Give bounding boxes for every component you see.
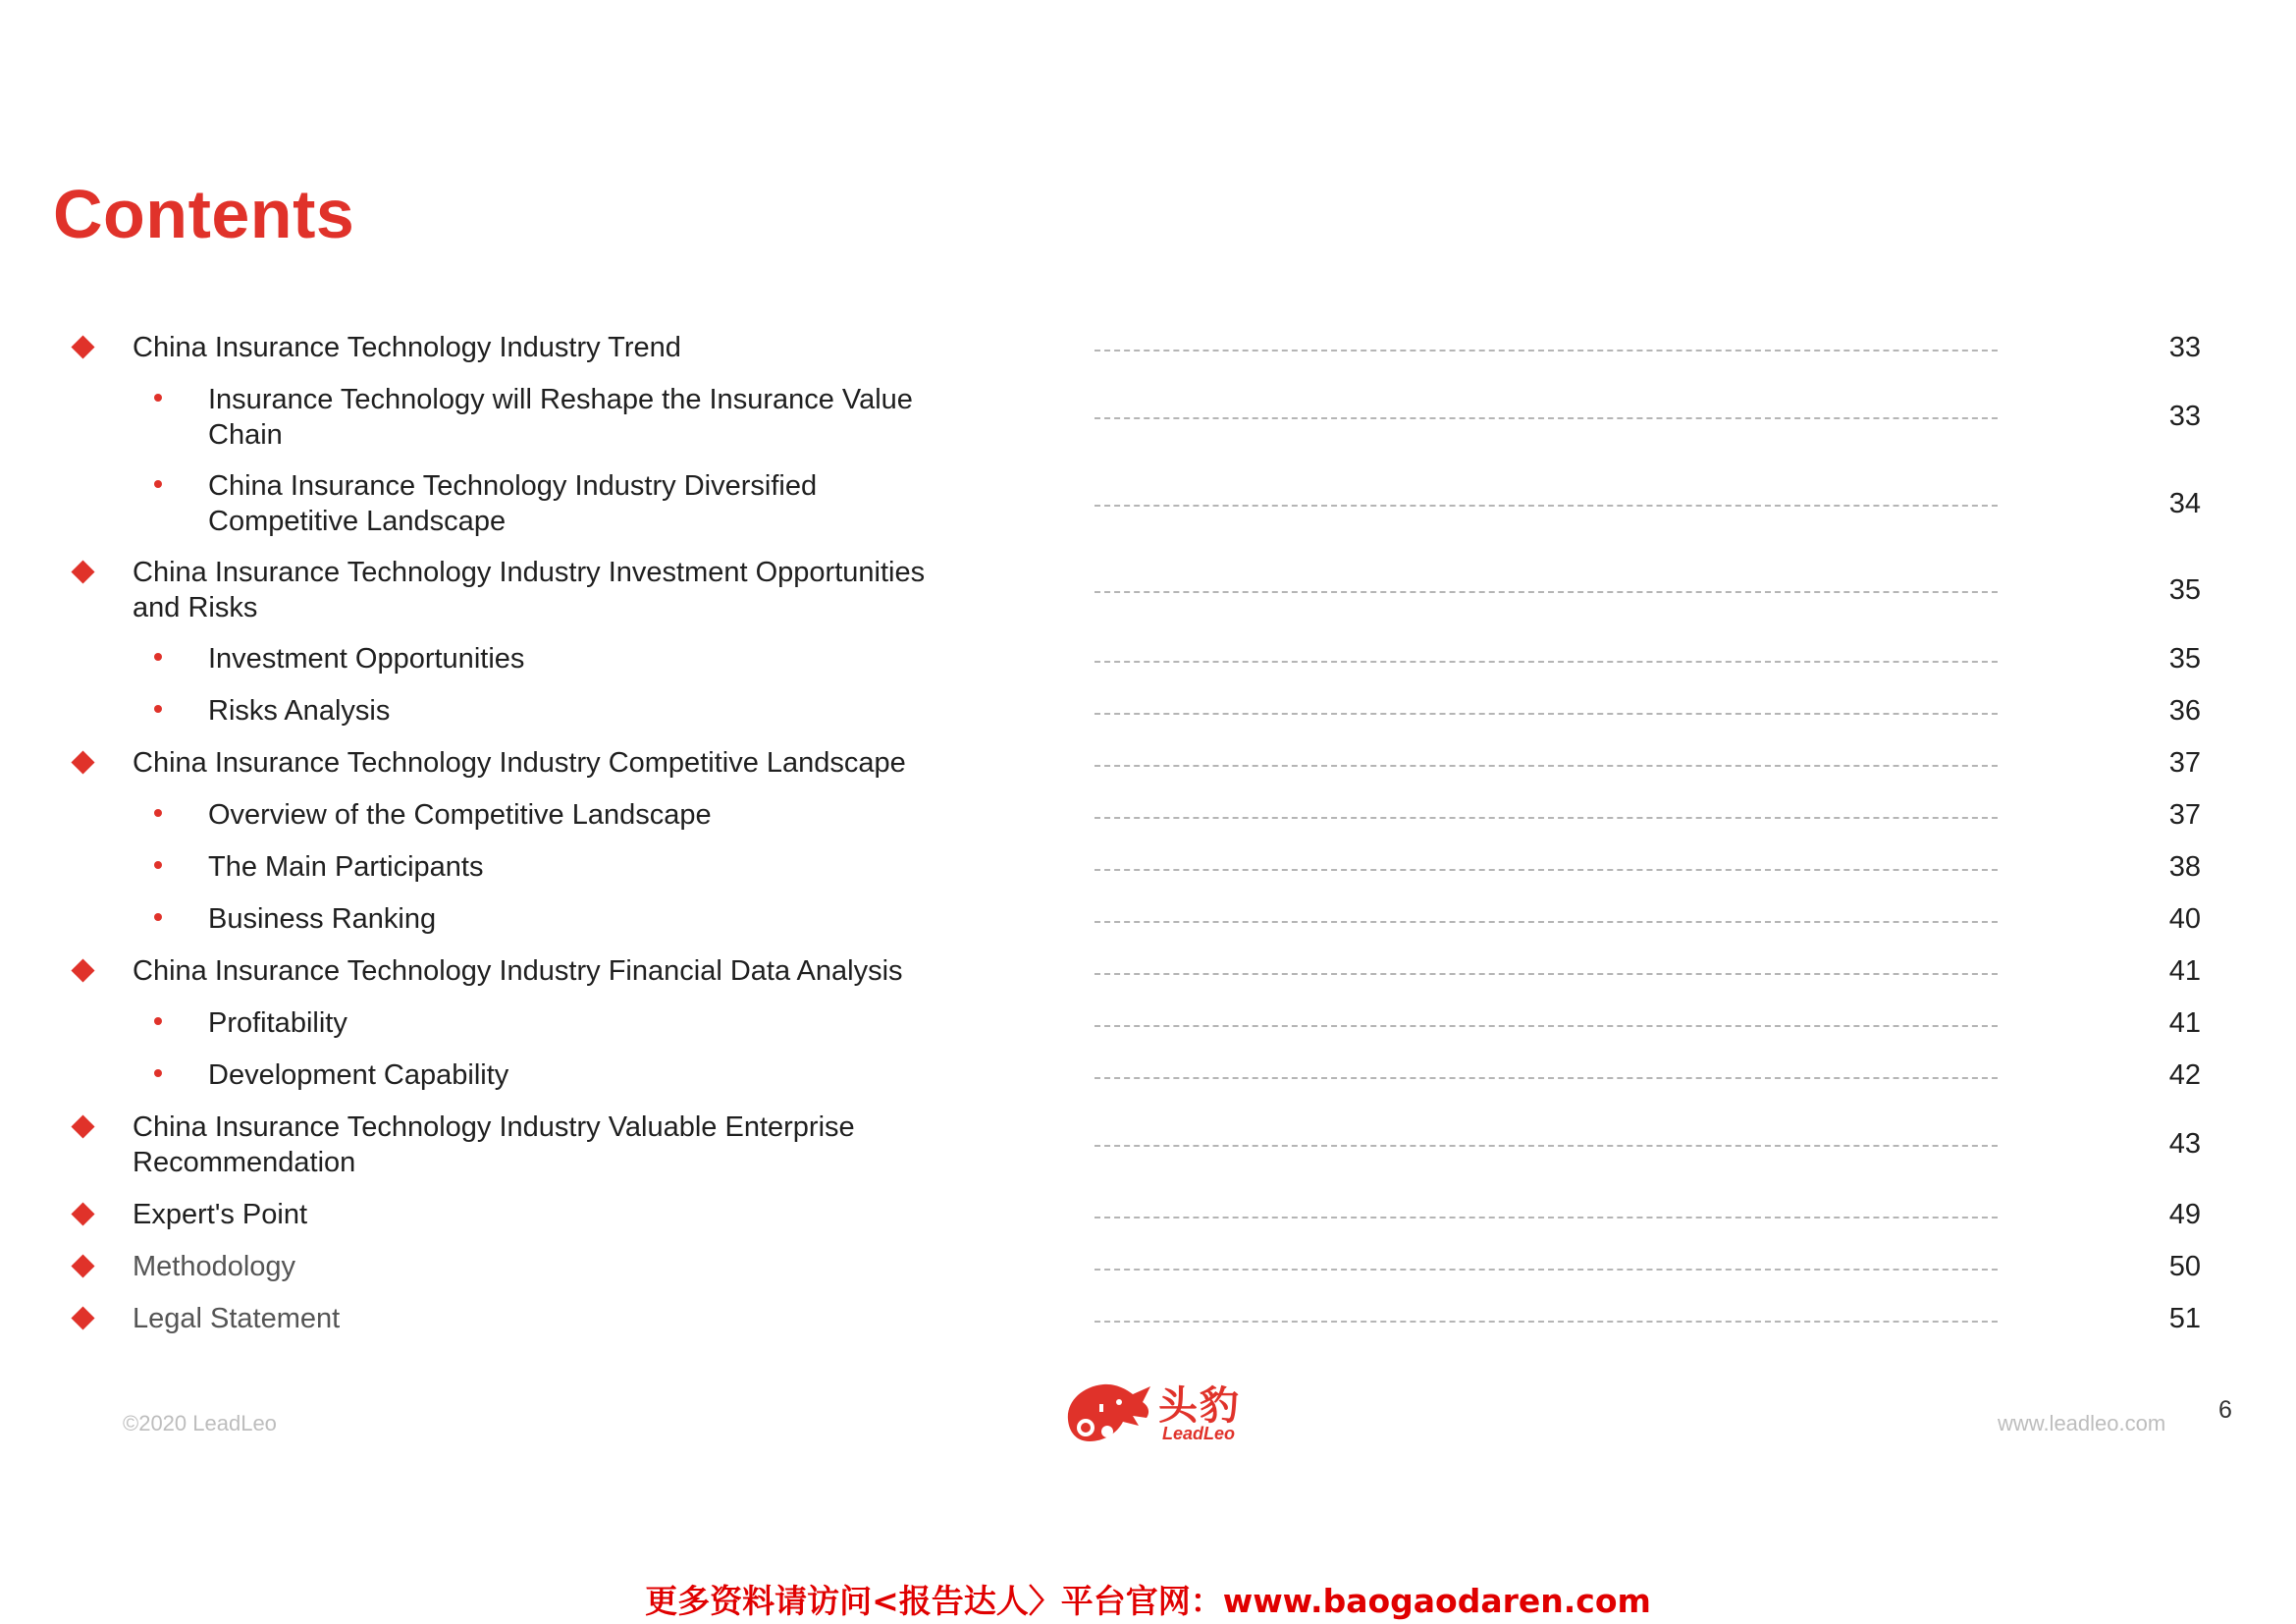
toc-label: China Insurance Technology Industry Investment Opportunities and Risks: [133, 557, 926, 623]
toc-label: Expert's Point: [133, 1199, 308, 1230]
diamond-bullet-icon: [71, 335, 94, 358]
diamond-bullet-icon: [71, 1306, 94, 1329]
page-number: 6: [2218, 1396, 2232, 1424]
toc-page-number: 41: [2168, 955, 2201, 987]
toc-label: China Insurance Technology Industry Valuable Enterprise Recommendation: [133, 1111, 855, 1178]
dot-bullet-icon: [154, 861, 162, 869]
dotted-leader: [1095, 417, 1998, 419]
dotted-leader: [1095, 713, 1998, 715]
toc-page-number: 35: [2168, 643, 2201, 675]
toc-page-number: 34: [2168, 488, 2201, 519]
dotted-leader: [1095, 1077, 1998, 1079]
dot-bullet-icon: [154, 913, 162, 921]
dotted-leader: [1095, 505, 1998, 507]
diamond-bullet-icon: [71, 1114, 94, 1138]
toc-page-number: 35: [2168, 574, 2201, 606]
toc-page-number: 37: [2168, 747, 2201, 779]
toc-page-number: 38: [2168, 851, 2201, 883]
diamond-bullet-icon: [71, 958, 94, 982]
dotted-leader: [1095, 1025, 1998, 1027]
toc-label: The Main Participants: [208, 851, 484, 883]
leopard-head-icon: [1060, 1373, 1158, 1451]
dotted-leader: [1095, 350, 1998, 352]
toc-label: Investment Opportunities: [208, 643, 525, 675]
logo-english-text: LeadLeo: [1162, 1424, 1236, 1443]
toc-page-number: 50: [2168, 1251, 2201, 1282]
footer-website[interactable]: www.leadleo.com: [1998, 1411, 2166, 1435]
dot-bullet-icon: [154, 480, 162, 488]
dot-bullet-icon: [154, 394, 162, 402]
toc-label: Risks Analysis: [208, 695, 391, 727]
toc-label: Methodology: [133, 1251, 296, 1282]
toc-page-number: 43: [2168, 1128, 2201, 1160]
toc-label: China Insurance Technology Industry Financial Data Analysis: [133, 955, 903, 987]
diamond-bullet-icon: [71, 1254, 94, 1277]
toc-page-number: 37: [2168, 799, 2201, 831]
dotted-leader: [1095, 765, 1998, 767]
diamond-bullet-icon: [71, 1202, 94, 1225]
toc-label: Business Ranking: [208, 903, 437, 935]
toc-label: Overview of the Competitive Landscape: [208, 799, 712, 831]
dot-bullet-icon: [154, 705, 162, 713]
diamond-bullet-icon: [71, 560, 94, 583]
toc-page-number: 42: [2168, 1059, 2201, 1091]
toc-label: Legal Statement: [133, 1303, 341, 1334]
watermark-banner: 更多资料请访问<报告达人〉平台官网：www.baogaodaren.com: [645, 1582, 1651, 1620]
toc-label: Insurance Technology will Reshape the Insurance Value Chain: [208, 384, 913, 451]
dot-bullet-icon: [154, 1069, 162, 1077]
toc-label: Profitability: [208, 1007, 347, 1039]
dotted-leader: [1095, 1269, 1998, 1271]
toc-label: Development Capability: [208, 1059, 509, 1091]
dotted-leader: [1095, 591, 1998, 593]
toc-page-number: 51: [2168, 1303, 2201, 1334]
dotted-leader: [1095, 1217, 1998, 1218]
dotted-leader: [1095, 661, 1998, 663]
logo-chinese-text: 头豹: [1158, 1383, 1241, 1429]
toc-label: China Insurance Technology Industry Competitive Landscape: [133, 747, 906, 779]
toc-page-number: 33: [2168, 332, 2201, 363]
dot-bullet-icon: [154, 1017, 162, 1025]
toc-label: China Insurance Technology Industry Diversified Competitive Landscape: [208, 470, 818, 537]
footer-copyright: ©2020 LeadLeo: [123, 1411, 277, 1435]
toc-page-number: 33: [2168, 401, 2201, 432]
dot-bullet-icon: [154, 809, 162, 817]
dotted-leader: [1095, 973, 1998, 975]
toc-page-number: 41: [2168, 1007, 2201, 1039]
dotted-leader: [1095, 1145, 1998, 1147]
toc-page-number: 36: [2168, 695, 2201, 727]
toc-page-number: 49: [2168, 1199, 2201, 1230]
toc-page-number: 40: [2168, 903, 2201, 935]
leadleo-logo: [1060, 1373, 1256, 1451]
dotted-leader: [1095, 921, 1998, 923]
dotted-leader: [1095, 869, 1998, 871]
dotted-leader: [1095, 1321, 1998, 1323]
page-title: Contents: [53, 176, 355, 252]
dot-bullet-icon: [154, 653, 162, 661]
diamond-bullet-icon: [71, 750, 94, 774]
dotted-leader: [1095, 817, 1998, 819]
toc-label: China Insurance Technology Industry Trend: [133, 332, 681, 363]
